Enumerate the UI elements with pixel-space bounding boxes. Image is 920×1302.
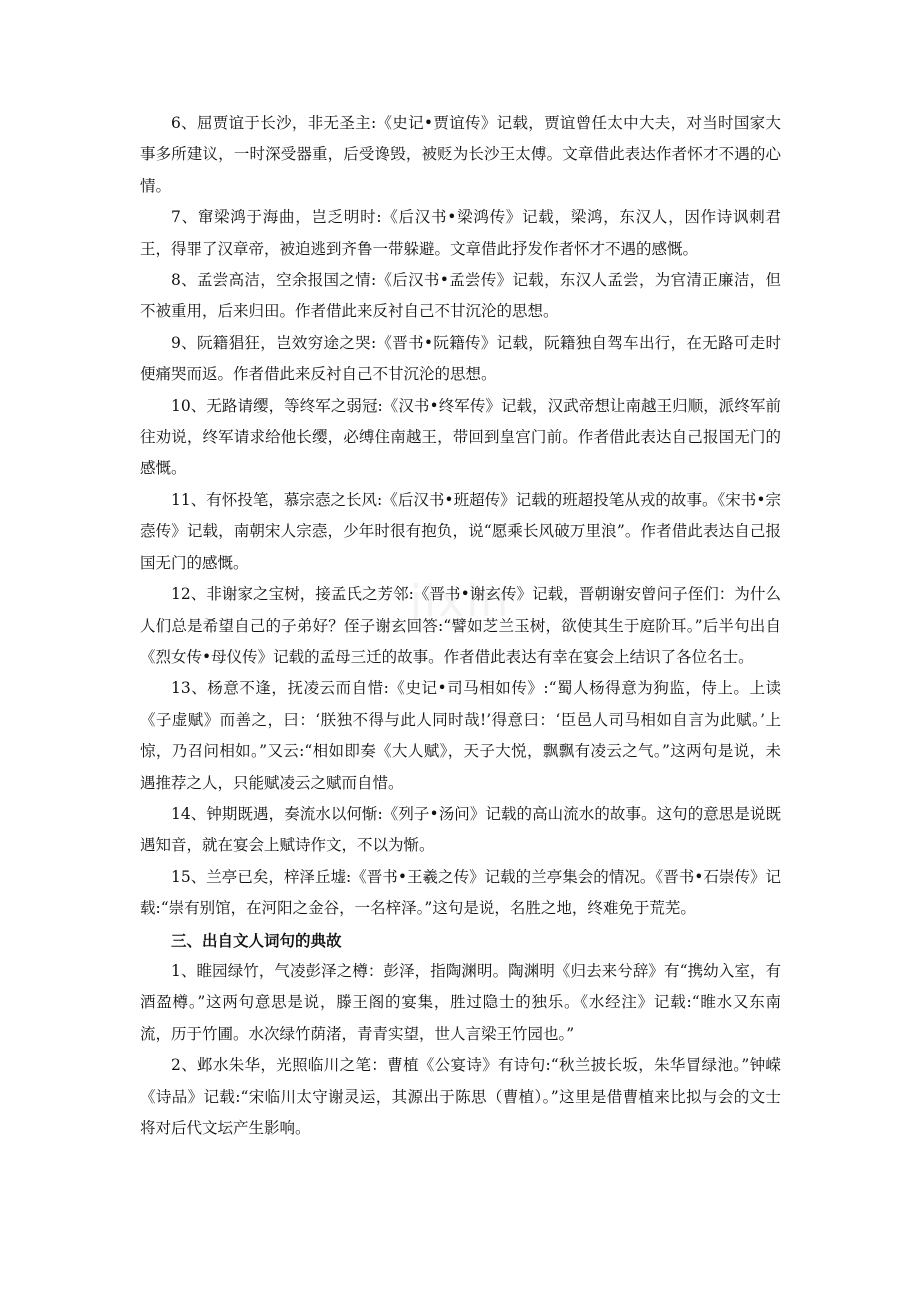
paragraph-s3-2: 2、邺水朱华，光照临川之笔：曹植《公宴诗》有诗句:“秋兰披长坂，朱华冒绿池。”钟嵘《诗品》记载:“宋临川太守谢灵运，其源出于陈思（曹植）。”这里是借曹植来比拟与会的文士将对后代文坛产生影响。 xyxy=(140,1056,781,1137)
section-heading: 三、出自文人词句的典故 xyxy=(171,930,342,950)
paragraph-6: 6、屈贾谊于长沙，非无圣主:《史记•贾谊传》记载，贾谊曾任太中大夫，对当时国家大事多所建议，一时深受器重，后受谗毁，被贬为长沙王太傅。文章借此表达作者怀才不遇的心情。 xyxy=(140,114,781,195)
paragraph-15: 15、兰亭已矣，梓泽丘墟:《晋书•王羲之传》记载的兰亭集会的情况。《晋书•石崇传》记载:“崇有别馆，在河阳之金谷，一名梓泽。”这句是说，名胜之地，终难免于荒芜。 xyxy=(140,867,781,918)
paragraph-10: 10、无路请缨，等终军之弱冠:《汉书•终军传》记载，汉武帝想让南越王归顺，派终军前往劝说，终军请求给他长缨，必缚住南越王，带回到皇宫门前。作者借此表达自己报国无门的感慨。 xyxy=(140,396,781,478)
paragraph-7: 7、窜梁鸿于海曲，岂乏明时:《后汉书•梁鸿传》记载，梁鸿，东汉人，因作诗讽刺君王，得罪了汉章帝，被迫逃到齐鲁一带躲避。文章借此抒发作者怀才不遇的感慨。 xyxy=(140,208,781,258)
paragraph-8: 8、孟尝高洁，空余报国之情:《后汉书•孟尝传》记载，东汉人孟尝，为官清正廉洁，但不被重用，后来归田。作者借此来反衬自己不甘沉沦的思想。 xyxy=(140,271,781,321)
document-body xyxy=(140,108,781,1144)
paragraph-9: 9、阮籍猖狂，岂效穷途之哭:《晋书•阮籍传》记载，阮籍独自驾车出行，在无路可走时便痛哭而返。作者借此来反衬自己不甘沉沦的思想。 xyxy=(140,333,781,384)
paragraph-s3-1: 1、睢园绿竹，气凌彭泽之樽：彭泽，指陶渊明。陶渊明《归去来兮辞》有“携幼入室，有酒盈樽。”这两句意思是说，滕王阁的宴集，胜过隐士的独乐。《水经注》记载:“睢水又东南流，历于竹圃。水次绿竹荫渚，青青实望，世人言梁王竹园也。” xyxy=(140,961,781,1043)
paragraph-12: 12、非谢家之宝树，接孟氏之芳邻:《晋书•谢玄传》记载，晋朝谢安曾问子侄们：为什么人们总是希望自己的子弟好？侄子谢玄回答:“譬如芝兰玉树，欲使其生于庭阶耳。”后半句出自《烈女传•母仪传》记载的孟母三迁的故事。作者借此表达有幸在宴会上结识了各位名士。 xyxy=(140,585,781,666)
paragraph-11: 11、有怀投笔，慕宗悫之长风:《后汉书•班超传》记载的班超投笔从戎的故事。《宋书•宗悫传》记载，南朝宋人宗悫，少年时很有抱负，说“愿乘长风破万里浪”。作者借此表达自己报国无门的感慨。 xyxy=(140,490,781,572)
paragraph-14: 14、钟期既遇，奏流水以何惭:《列子•汤问》记载的高山流水的故事。这句的意思是说既遇知音，就在宴会上赋诗作文，不以为惭。 xyxy=(140,804,781,855)
paragraph-13: 13、杨意不逢，抚凌云而自惜:《史记•司马相如传》:“蜀人杨得意为狗监，侍上。上读《子虚赋》而善之，曰：‘朕独不得与此人同时哉!’得意曰：‘臣邑人司马相如自言为此赋。’上惊，乃召问相如。”又云:“相如即奏《大人赋》，天子大悦，飘飘有凌云之气。”这两句是说，未遇推荐之人，只能赋凌云之赋而自惜。 xyxy=(140,679,781,792)
